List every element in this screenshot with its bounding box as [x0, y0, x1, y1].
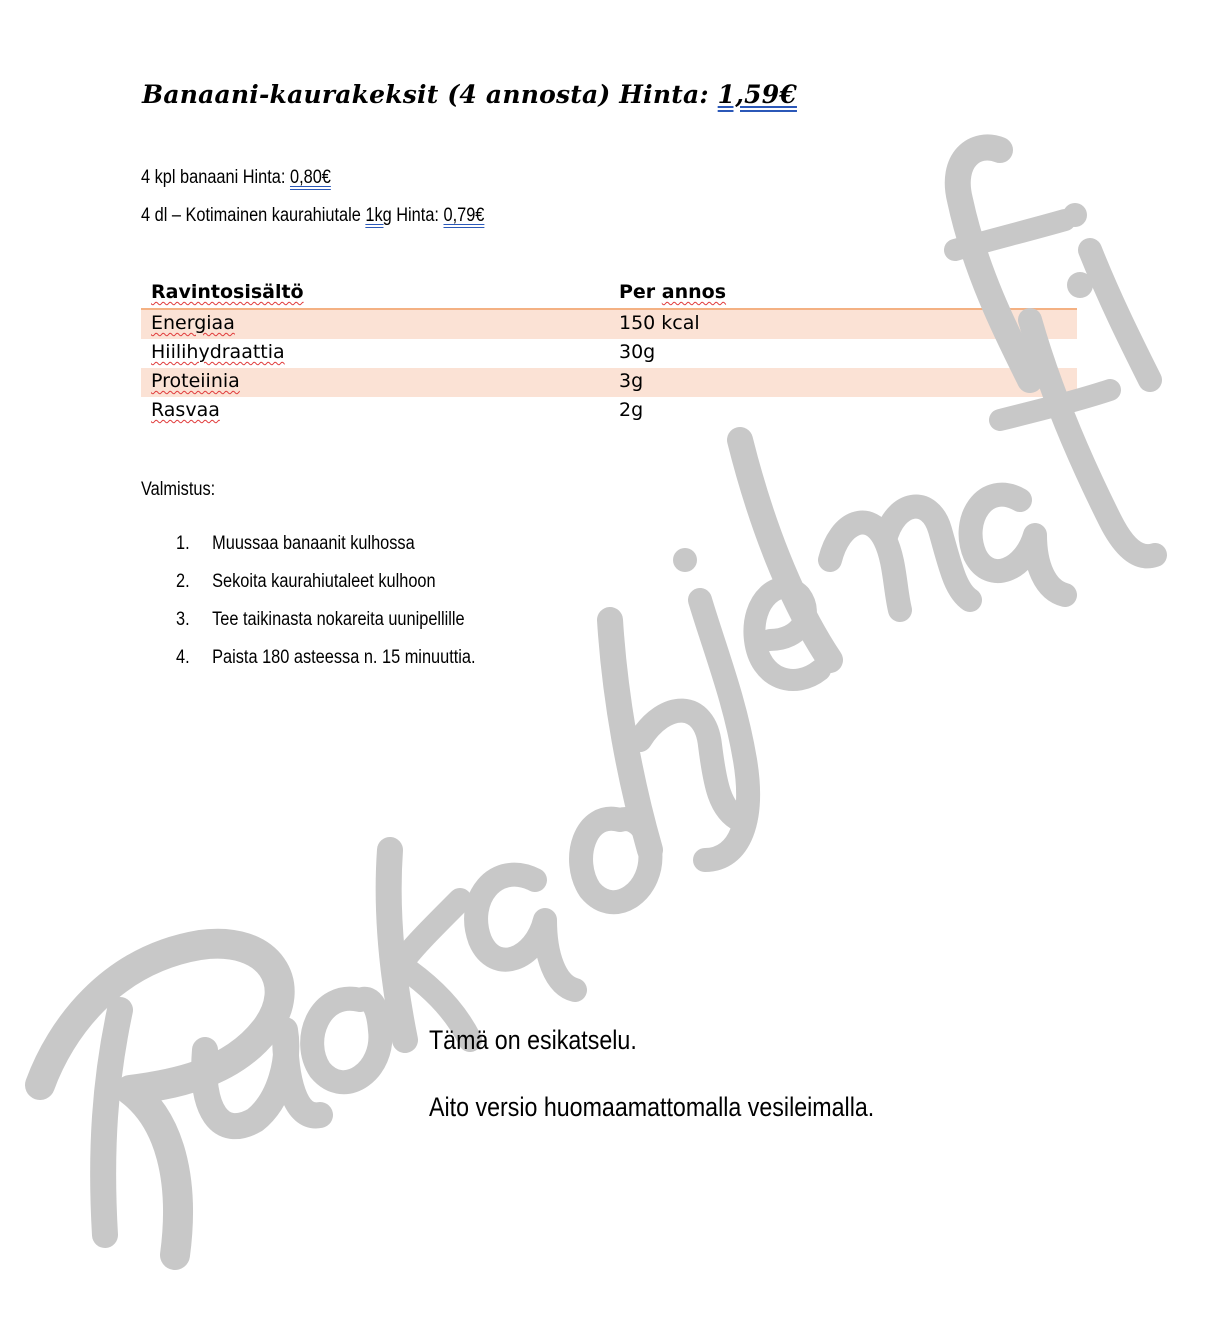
- recipe-title: [142, 80, 797, 109]
- ingredient-line: [141, 167, 331, 189]
- recipe-title-text: Banaani-kaurakeksit (4 annosta) Hinta:: [142, 80, 718, 109]
- ingredient-text-after: Hinta:: [391, 205, 444, 226]
- step-number: 2.: [176, 571, 190, 592]
- preview-notice-detail: Aito versio huomaamattomalla vesileimalla.: [429, 1092, 875, 1122]
- instructions-heading: Valmistus:: [141, 479, 216, 500]
- step-number: 3.: [176, 609, 190, 630]
- nutrition-header-value: Per annos: [619, 281, 727, 303]
- ingredient-price: 0,79€: [443, 205, 485, 226]
- preview-notice: Tämä on esikatselu.: [429, 1025, 637, 1055]
- ingredient-line: [141, 205, 484, 227]
- nutrition-row: [141, 397, 1077, 426]
- ingredient-size: 1kg: [365, 205, 392, 226]
- nutrition-table: [141, 280, 1077, 426]
- ingredient-price: 0,80€: [289, 167, 331, 188]
- nutrition-value: 30g: [619, 341, 656, 363]
- nutrition-value: 150 kcal: [619, 312, 700, 334]
- nutrition-row: [141, 368, 1077, 397]
- step-number: 4.: [176, 647, 190, 668]
- step-text: Tee taikinasta nokareita uunipellille: [212, 609, 465, 630]
- ingredient-text: 4 kpl banaani Hinta:: [141, 167, 290, 188]
- recipe-total-price: 1,59€: [717, 80, 797, 109]
- nutrition-label: Hiilihydraattia: [151, 341, 285, 363]
- instructions-list: [176, 533, 524, 685]
- nutrition-label: Proteiinia: [151, 370, 240, 392]
- step-text: Muussaa banaanit kulhossa: [212, 533, 415, 554]
- nutrition-label: Rasvaa: [151, 399, 220, 421]
- step-text: Paista 180 asteessa n. 15 minuuttia.: [212, 647, 476, 668]
- nutrition-value: 2g: [619, 399, 644, 421]
- nutrition-header-label: Ravintosisältö: [151, 281, 304, 303]
- instruction-step: [176, 609, 476, 647]
- nutrition-row: [141, 339, 1077, 368]
- nutrition-header-value-word: annos: [661, 281, 727, 303]
- nutrition-header-row: [141, 280, 1077, 310]
- instruction-step: [176, 571, 476, 609]
- nutrition-row: [141, 310, 1077, 339]
- step-text: Sekoita kaurahiutaleet kulhoon: [212, 571, 436, 592]
- nutrition-label: Energiaa: [151, 312, 235, 334]
- nutrition-value: 3g: [619, 370, 644, 392]
- step-number: 1.: [176, 533, 190, 554]
- instruction-step: [176, 647, 476, 685]
- ingredient-text: 4 dl – Kotimainen kaurahiutale: [141, 205, 366, 226]
- instruction-step: [176, 533, 476, 571]
